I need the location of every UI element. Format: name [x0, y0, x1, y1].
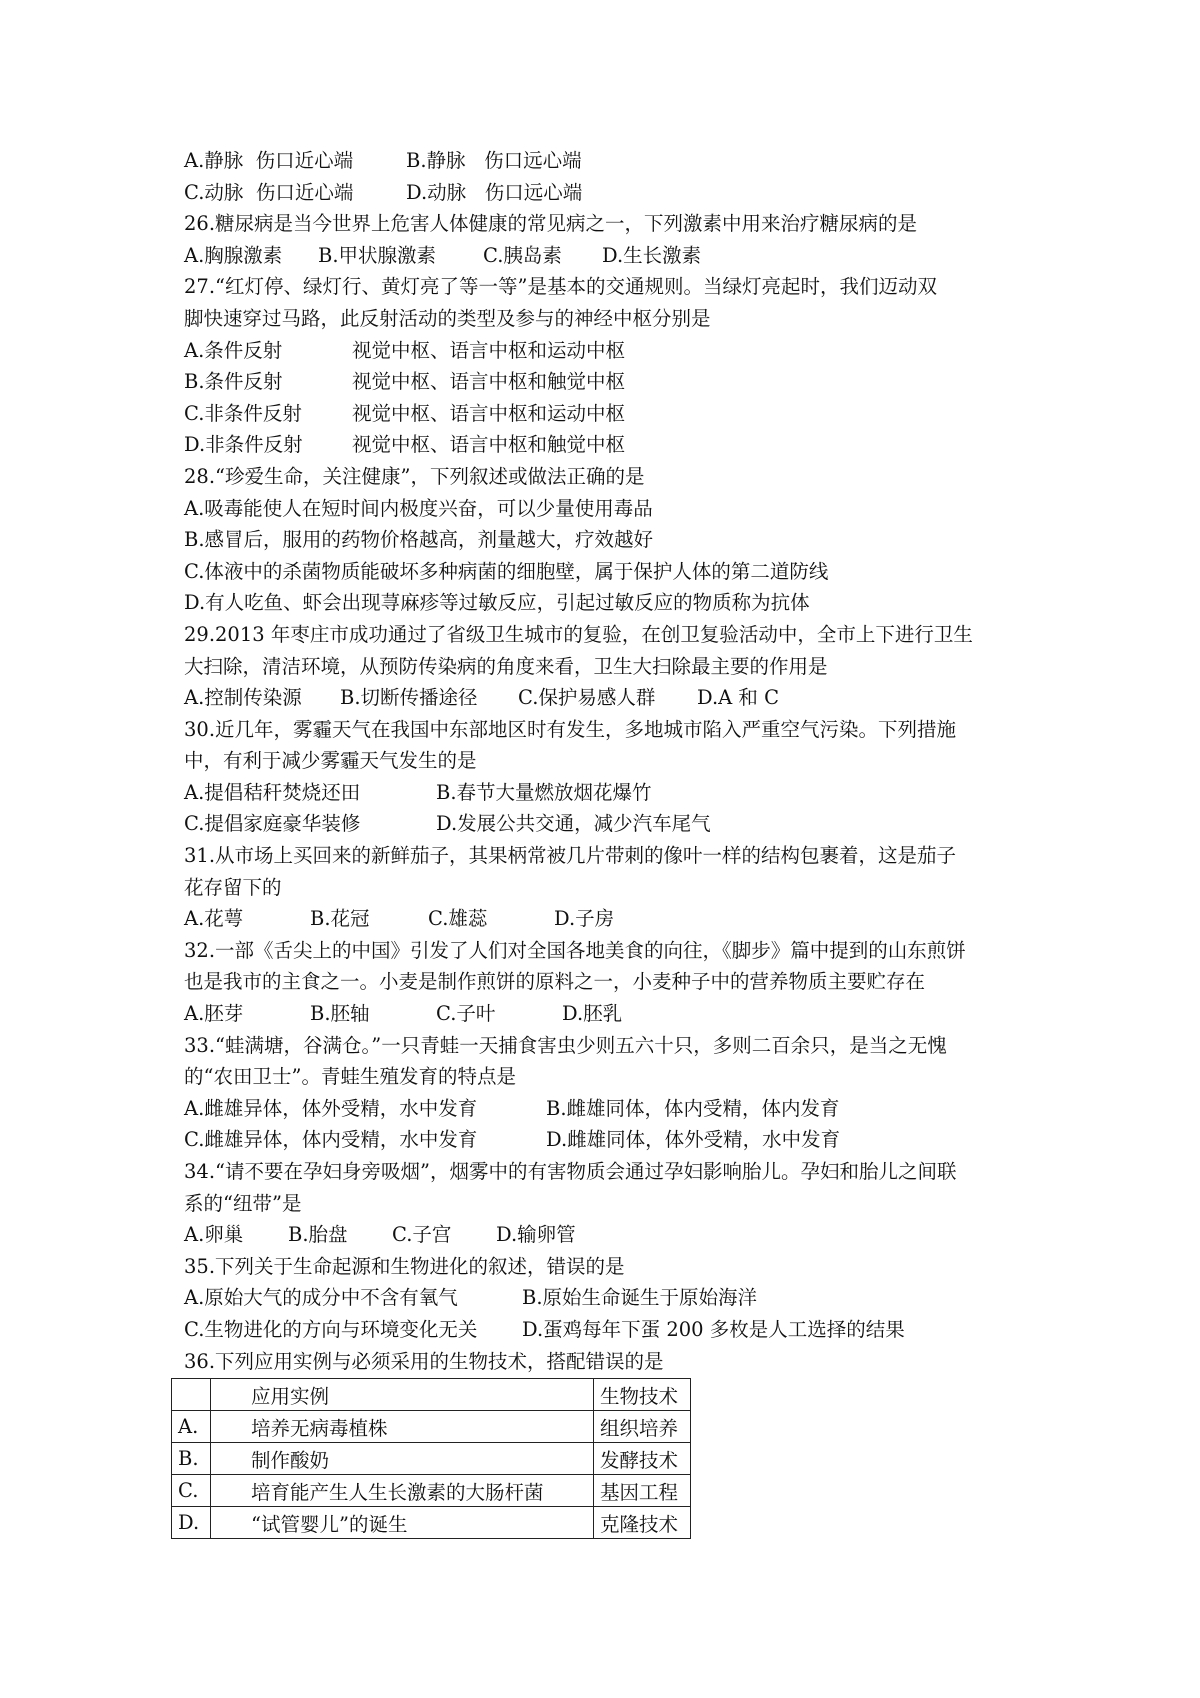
option-text: 视觉中枢、语言中枢和运动中枢 [352, 401, 626, 425]
text-line [184, 808, 1044, 840]
option-text: A.条件反射 [184, 338, 283, 362]
option-text: D.动脉 伤口远心端 [406, 180, 583, 204]
option-text: A.提倡秸秆焚烧还田 [184, 780, 361, 804]
text-line: 脚快速穿过马路，此反射活动的类型及参与的神经中枢分别是 [184, 306, 711, 330]
option-text: C.保护易感人群 [518, 686, 656, 710]
option-text: B.条件反射 [184, 370, 283, 394]
option-text: C.子叶 [436, 1002, 496, 1026]
table-cell: 培养无病毒植株 [211, 1411, 594, 1443]
table-cell: D. [172, 1507, 211, 1539]
table-cell: 克隆技术 [594, 1507, 691, 1539]
option-text: A.花萼 [184, 907, 244, 931]
option-text: B.静脉 伤口远心端 [406, 149, 582, 172]
option-text: D.蛋鸡每年下蛋 200 多枚是人工选择的结果 [522, 1317, 905, 1341]
text-line [184, 398, 1044, 430]
text-line [184, 777, 1044, 809]
text-line: 系的“纽带”是 [184, 1191, 302, 1215]
table-cell: B. [172, 1443, 211, 1475]
table-cell: 发酵技术 [594, 1443, 691, 1475]
option-text: D.生长激素 [602, 243, 702, 267]
text-line: 32.一部《舌尖上的中国》引发了人们对全国各地美食的向往，《脚步》篇中提到的山东煎饼 [184, 938, 966, 962]
option-text: C.胰岛素 [483, 243, 562, 267]
table-cell [172, 1379, 211, 1411]
text-line: 大扫除，清洁环境，从预防传染病的角度来看，卫生大扫除最主要的作用是 [184, 654, 828, 678]
text-line: 29.2013 年枣庄市成功通过了省级卫生城市的复验，在创卫复验活动中，全市上下进行卫生 [184, 622, 973, 646]
option-text: C.动脉 伤口近心端 [184, 180, 354, 204]
table-row [172, 1411, 691, 1443]
table-cell: 应用实例 [211, 1379, 594, 1411]
option-text: B.甲状腺激素 [318, 243, 437, 267]
option-text: 视觉中枢、语言中枢和触觉中枢 [352, 433, 626, 457]
text-line [184, 1124, 1044, 1156]
option-text: C.雌雄异体，体内受精，水中发育 [184, 1128, 478, 1152]
option-text: C.非条件反射 [184, 401, 302, 425]
option-text: A.雌雄异体，体外受精，水中发育 [184, 1096, 478, 1120]
text-line [184, 903, 1044, 935]
text-line [184, 366, 1044, 398]
text-line [184, 682, 1044, 714]
table-row [172, 1443, 691, 1475]
text-line: 35.下列关于生命起源和生物进化的叙述，错误的是 [184, 1254, 625, 1278]
text-line: B.感冒后，服用的药物价格越高，剂量越大，疗效越好 [184, 528, 654, 552]
option-text: D.胚乳 [562, 1002, 623, 1026]
table-header-row [172, 1379, 691, 1411]
option-text: A.胚芽 [184, 1002, 244, 1026]
table-cell: 基因工程 [594, 1475, 691, 1507]
option-text: A.卵巢 [184, 1223, 244, 1247]
option-text: A.胸腺激素 [184, 243, 283, 267]
option-text: D.A 和 C [697, 686, 780, 710]
text-line: 30.近几年，雾霾天气在我国中东部地区时有发生，多地城市陷入严重空气污染。下列措施 [184, 717, 957, 741]
option-text: C.提倡家庭豪华装修 [184, 812, 361, 836]
option-text: 视觉中枢、语言中枢和触觉中枢 [352, 370, 626, 394]
question-lines [184, 145, 1044, 1377]
table-cell: 生物技术 [594, 1379, 691, 1411]
text-line: D.有人吃鱼、虾会出现荨麻疹等过敏反应，引起过敏反应的物质称为抗体 [184, 591, 810, 615]
table-cell: 组织培养 [594, 1411, 691, 1443]
option-text: D.雌雄同体，体外受精，水中发育 [546, 1128, 841, 1152]
text-line: 31.从市场上买回来的新鲜茄子，其果柄常被几片带刺的像叶一样的结构包裹着，这是茄子 [184, 844, 957, 868]
option-text: D.子房 [554, 907, 615, 931]
option-text: A.原始大气的成分中不含有氧气 [184, 1286, 458, 1310]
text-line: 的“农田卫士”。青蛙生殖发育的特点是 [184, 1065, 516, 1089]
table-row [172, 1475, 691, 1507]
text-line [184, 1314, 1044, 1346]
text-line: 中，有利于减少雾霾天气发生的是 [184, 749, 477, 773]
text-line: C.体液中的杀菌物质能破坏多种病菌的细胞壁，属于保护人体的第二道防线 [184, 559, 829, 583]
option-text: C.生物进化的方向与环境变化无关 [184, 1317, 478, 1341]
option-text: C.雄蕊 [428, 907, 488, 931]
text-line [184, 1093, 1044, 1125]
table-row [172, 1507, 691, 1539]
option-text: C.子宫 [392, 1223, 452, 1247]
table-cell: “试管婴儿”的诞生 [211, 1507, 594, 1539]
table-cell: 培育能产生人生长激素的大肠杆菌 [211, 1475, 594, 1507]
option-text: A.静脉 伤口近心端 [184, 149, 354, 172]
text-line [184, 1219, 1044, 1251]
text-line: A.吸毒能使人在短时间内极度兴奋，可以少量使用毒品 [184, 496, 653, 520]
option-text: B.花冠 [310, 907, 370, 931]
text-line: 也是我市的主食之一。小麦是制作煎饼的原料之一，小麦种子中的营养物质主要贮存在 [184, 970, 926, 994]
option-text: A.控制传染源 [184, 686, 302, 710]
option-text: B.春节大量燃放烟花爆竹 [436, 780, 652, 804]
exam-page [178, 145, 1044, 1539]
text-line [184, 177, 1044, 209]
option-text: B.胎盘 [288, 1223, 348, 1247]
option-text: 视觉中枢、语言中枢和运动中枢 [352, 338, 626, 362]
text-line: 33.“蛙满塘，谷满仓。”一只青蛙一天捕食害虫少则五六十只，多则二百余只，是当之无愧 [184, 1033, 947, 1057]
option-text: D.非条件反射 [184, 433, 303, 457]
text-line: 花存留下的 [184, 875, 282, 899]
text-line [184, 145, 1044, 177]
text-line [184, 429, 1044, 461]
option-text: B.胚轴 [310, 1002, 370, 1026]
text-line [184, 998, 1044, 1030]
text-line: 36.下列应用实例与必须采用的生物技术，搭配错误的是 [184, 1349, 664, 1373]
option-text: D.发展公共交通，减少汽车尾气 [436, 812, 711, 836]
biotech-table [171, 1378, 691, 1539]
text-line [184, 335, 1044, 367]
text-line [184, 1282, 1044, 1314]
text-line: 27.“红灯停、绿灯行、黄灯亮了等一等”是基本的交通规则。当绿灯亮起时，我们迈动双 [184, 275, 937, 299]
option-text: B.原始生命诞生于原始海洋 [522, 1286, 758, 1310]
table-cell: 制作酸奶 [211, 1443, 594, 1475]
text-line: 28.“珍爱生命，关注健康”，下列叙述或做法正确的是 [184, 464, 645, 488]
option-text: B.雌雄同体，体内受精，体内发育 [546, 1096, 840, 1120]
table-cell: A. [172, 1411, 211, 1443]
option-text: B.切断传播途径 [340, 686, 478, 710]
option-text: D.输卵管 [496, 1223, 576, 1247]
text-line: 26.糖尿病是当今世界上危害人体健康的常见病之一，下列激素中用来治疗糖尿病的是 [184, 212, 918, 236]
text-line [184, 240, 1044, 272]
table-cell: C. [172, 1475, 211, 1507]
text-line: 34.“请不要在孕妇身旁吸烟”，烟雾中的有害物质会通过孕妇影响胎儿。孕妇和胎儿之间联 [184, 1160, 957, 1183]
